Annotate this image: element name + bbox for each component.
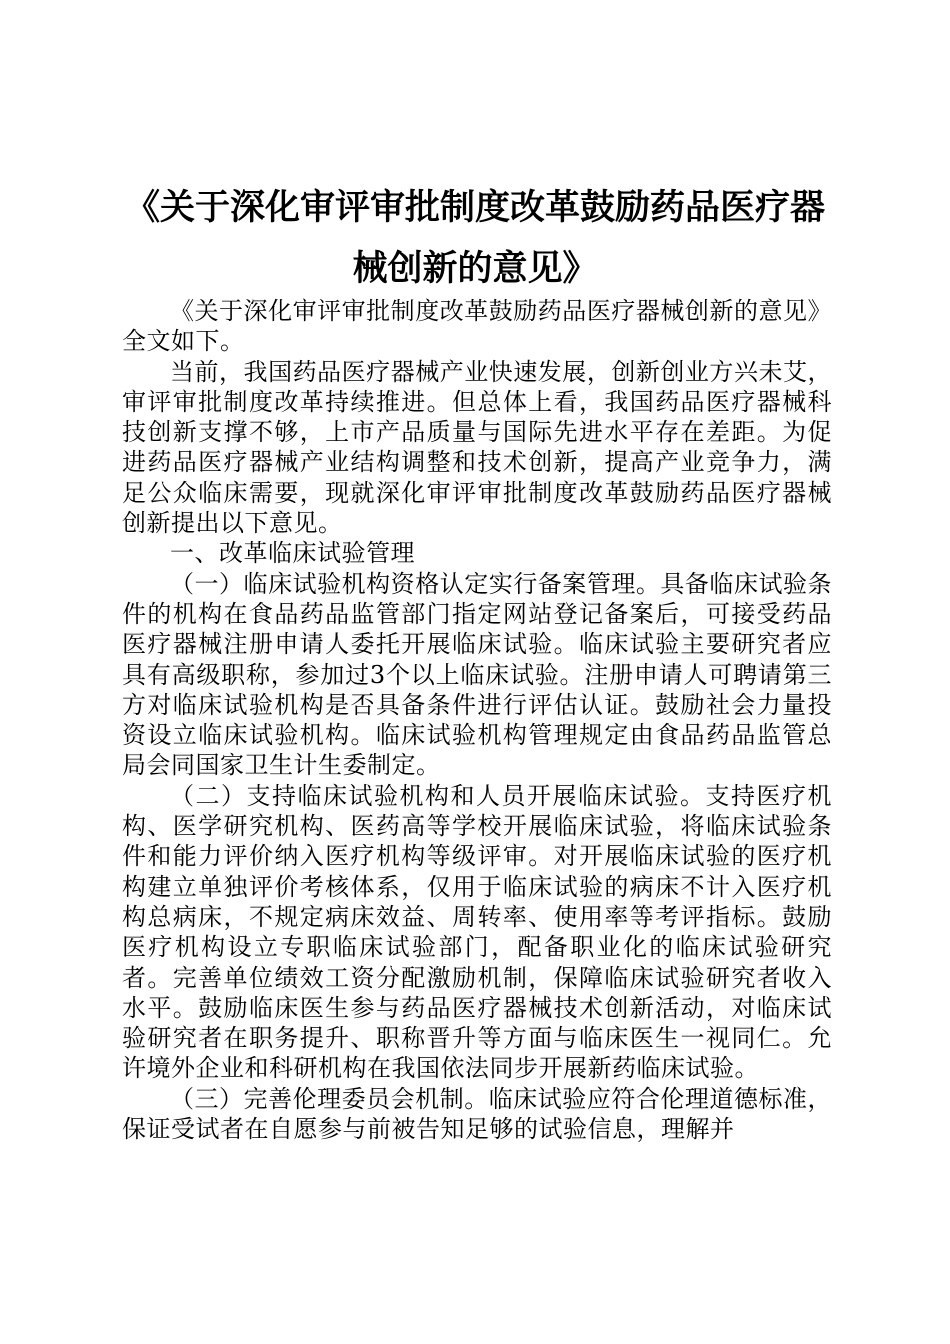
section-heading: 一、改革临床试验管理 (170, 539, 415, 568)
background-paragraph: 当前，我国药品医疗器械产业快速发展，创新创业方兴未艾，审评审批制度改革持续推进。但总体上看，我国药品医疗器械科技创新支撑不够，上市产品质量与国际先进水平存在差距。为促进药品医疗器械产业结构调整和技术创新，提高产业竞争力，满足公众临床需要，现就深化审评审批制度改革鼓励药品医疗器械创新提出以下意见。 (122, 357, 832, 538)
clause-1-paragraph: （一）临床试验机构资格认定实行备案管理。具备临床试验条件的机构在食品药品监管部门指定网站登记备案后，可接受药品医疗器械注册申请人委托开展临床试验。临床试验主要研究者应具有高级职称，参加过3个以上临床试验。注册申请人可聘请第三方对临床试验机构是否具备条件进行评估认证。鼓励社会力量投资设立临床试验机构。临床试验机构管理规定由食品药品监管总局会同国家卫生计生委制定。 (122, 569, 832, 780)
document-title-line-2: 械创新的意见》 (352, 249, 598, 289)
intro-paragraph: 《关于深化审评审批制度改革鼓励药品医疗器械创新的意见》全文如下。 (122, 297, 832, 356)
clause-3-paragraph: （三）完善伦理委员会机制。临床试验应符合伦理道德标准，保证受试者在自愿参与前被告知足够的试验信息，理解并 (122, 1084, 832, 1144)
document-body (122, 296, 832, 1144)
document-title-line-1: 《关于深化审评审批制度改革鼓励药品医疗器 (124, 188, 825, 228)
clause-2-paragraph: （二）支持临床试验机构和人员开展临床试验。支持医疗机构、医学研究机构、医药高等学校开展临床试验，将临床试验条件和能力评价纳入医疗机构等级评审。对开展临床试验的医疗机构建立单独评价考核体系，仅用于临床试验的病床不计入医疗机构总病床，不规定病床效益、周转率、使用率等考评指标。鼓励医疗机构设立专职临床试验部门，配备职业化的临床试验研究者。完善单位绩效工资分配激励机制，保障临床试验研究者收入水平。鼓励临床医生参与药品医疗器械技术创新活动，对临床试验研究者在职务提升、职称晋升等方面与临床医生一视同仁。允许境外企业和科研机构在我国依法同步开展新药临床试验。 (122, 781, 832, 1083)
document-title (100, 178, 850, 300)
